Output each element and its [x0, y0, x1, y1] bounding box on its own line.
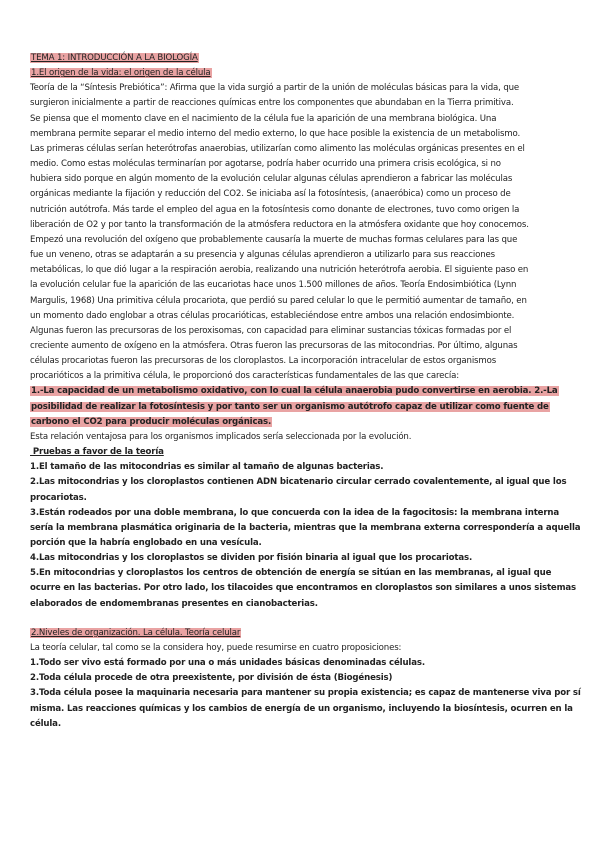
evidence-line: 4.Las mitocondrias y los cloroplastos se dividen por fisión binaria al igual que los procariotas.	[30, 553, 473, 564]
evidence-line: 2.Las mitocondrias y los cloroplastos contienen ADN bicatenario circular cerrado covalentemente, al igual que los	[30, 477, 567, 488]
paragraph-line: medio. Como estas moléculas terminarían por agotarse, podría haber ocurrido una primera crisis ecológica, si no	[30, 159, 501, 170]
section2-heading: 2.Niveles de organización. La célula. Teoría celular	[31, 627, 241, 638]
paragraph-line: fue un veneno, otras se adaptarán a su presencia y algunas células aprendieron a utilizarlo para sus reacciones	[30, 250, 495, 261]
evidence-line: 5.En mitocondrias y cloroplastos los centros de obtención de energía se sitúan en las membranas, al igual que	[30, 568, 552, 579]
section1-paragraph	[30, 81, 575, 384]
paragraph-line: liberación de O2 y por tanto la transformación de la atmósfera reductora en la atmósfera oxidante que hoy conocemos.	[30, 219, 529, 230]
paragraph-line: hubiera sido porque en algún momento de la evolución celular algunas células aprendieron a fabricar las moléculas	[30, 174, 513, 185]
evidence-line: porción que la habría englobado en una vesícula.	[30, 538, 262, 548]
evidence-line: procariotas.	[30, 492, 87, 503]
title-line	[30, 51, 575, 66]
paragraph-line: nutrición autótrofa. Más tarde el empleo del agua en la fotosíntesis como donante de electrones, tuvo como origen la	[30, 204, 520, 215]
section2-heading-line	[30, 626, 575, 641]
paragraph-line: células procariotas fueron las precursoras de los cloroplastos. La incorporación intracelular de estos organismos	[30, 356, 497, 367]
cell-theory-line: 1.Todo ser vivo está formado por una o más unidades básicas denominadas células.	[30, 658, 425, 669]
cell-theory-line: misma. Las reacciones químicas y los cambios de energía de un organismo, incluyendo la biosíntesis, ocurren en la	[30, 703, 573, 714]
cell-theory-line: célula.	[30, 718, 61, 729]
highlight-line: posibilidad de realizar la fotosíntesis y por tanto ser un organismo autótrofo capaz de utilizar como fuente de	[31, 401, 549, 412]
paragraph-line: la evolución celular fue la aparición de las eucariotas hace unos 1.500 millones de años. Teoría Endosimbiótica (Lynn	[30, 280, 517, 291]
document-title: TEMA 1: INTRODUCCIÓN A LA BIOLOGÍA	[31, 53, 198, 63]
highlight-line: 1.-La capacidad de un metabolismo oxidativo, con lo cual la célula anaerobia pudo convertirse en aerobia. 2.-La	[31, 386, 558, 397]
evidence-line: ocurre en las bacterias. Por otro lado, los tilacoides que encontramos en cloroplastos son similares a unos sistemas	[30, 583, 577, 594]
paragraph-line: procarióticos a la primitiva célula, le proporcionó dos características fundamentales de las que carecía:	[30, 371, 459, 382]
section2-intro: La teoría celular, tal como se la considera hoy, puede resumirse en cuatro proposiciones:	[30, 642, 402, 653]
paragraph-line: Las primeras células serían heterótrofas anaerobias, utilizarían como alimento las moléculas orgánicas presentes en el	[30, 143, 525, 154]
paragraph-line: orgánicas mediante la fijación y reducción del CO2. Se iniciaba así la fotosíntesis, (anaeróbica) como un proceso de	[30, 189, 511, 200]
highlight-line: carbono el CO2 para producir moléculas orgánicas.	[31, 416, 272, 427]
cell-theory-list	[30, 656, 581, 732]
paragraph-line: Teoría de la “Síntesis Prebiótica”: Afirma que la vida surgió a partir de la unión de moléculas básicas para la vida, que	[30, 83, 520, 94]
paragraph-line: creciente aumento de oxígeno en la atmósfera. Otras fueron las precursoras de las mitocondrias. Por último, algunas	[30, 340, 518, 351]
cell-theory-line: 3.Toda célula posee la maquinaria necesaria para mantener su propia existencia; es capaz de mantenerse viva por sí	[30, 688, 581, 699]
paragraph-line: Empezó una revolución del oxígeno que probablemente causaría la muerte de muchas formas celulares para las que	[30, 234, 518, 245]
document-page	[30, 51, 581, 732]
evidence-heading: Pruebas a favor de la teoría	[30, 447, 164, 458]
highlighted-characteristics	[30, 384, 575, 429]
evidence-list	[30, 460, 581, 612]
section1-heading: 1.El origen de la vida: el origen de la célula	[31, 68, 211, 79]
section-spacer	[30, 612, 575, 626]
paragraph-line: Algunas fueron las precursoras de los peroxisomas, con capacidad para eliminar sustancias tóxicas formadas por el	[30, 325, 512, 336]
paragraph-line: metabólicas, lo que dió lugar a la respiración aerobia, realizando una nutrición heterótrofa aerobia. El siguiente paso en	[30, 265, 529, 276]
after-highlight-text: Esta relación ventajosa para los organismos implicados sería seleccionada por la evolución.	[30, 431, 412, 442]
paragraph-line: surgieron inicialmente a partir de reacciones químicas entre los componentes que abundaban en la Tierra primitiva.	[30, 98, 514, 109]
evidence-line: elaborados de endomembranas presentes en cianobacterias.	[30, 598, 318, 609]
paragraph-line: Se piensa que el momento clave en el nacimiento de la célula fue la aparición de una membrana biológica. Una	[30, 113, 497, 124]
evidence-line: 1.El tamaño de las mitocondrias es similar al tamaño de algunas bacterias.	[30, 462, 384, 473]
paragraph-line: un momento dado englobar a otras células procarióticas, estableciéndose entre ambos una relación endosimbionte.	[30, 310, 515, 321]
paragraph-line: membrana permite separar el medio interno del medio externo, lo que hace posible la existencia de un metabolismo.	[30, 128, 521, 139]
evidence-line: sería la membrana plasmática originaria de la bacteria, mientras que la membrana externa correspondería a aquella	[30, 522, 581, 533]
section1-heading-line	[30, 66, 575, 81]
evidence-line: 3.Están rodeados por una doble membrana, lo que concuerda con la idea de la fagocitosis: la membrana interna	[30, 507, 560, 518]
paragraph-line: Margulis, 1968) Una primitiva célula procariota, que perdió su pared celular lo que le permitió aumentar de tamaño, en	[30, 295, 527, 306]
cell-theory-line: 2.Toda célula procede de otra preexistente, por división de ésta (Biogénesis)	[30, 673, 393, 684]
